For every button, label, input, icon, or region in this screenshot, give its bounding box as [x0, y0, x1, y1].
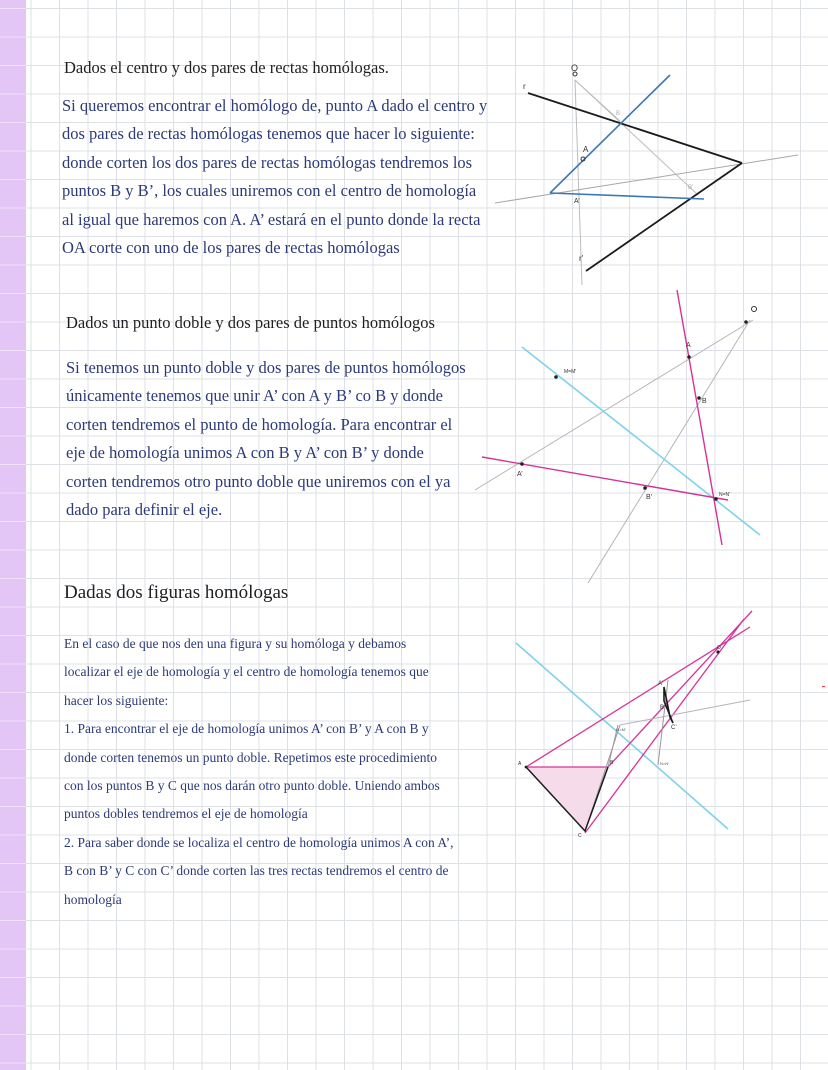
label-a: A	[583, 145, 589, 154]
section3-heading: Dadas dos figuras homólogas	[64, 582, 289, 603]
section3-line: puntos dobles tendremos el eje de homología	[64, 806, 308, 822]
label-a-prime: A’	[517, 471, 523, 478]
label-c: C	[578, 833, 582, 839]
label-m: M=M’	[616, 727, 626, 732]
section3-paragraph	[64, 630, 504, 914]
label-c-prime: C’	[671, 725, 677, 731]
label-center-o: O	[571, 63, 579, 73]
section3-line: homología	[64, 891, 122, 907]
construction-line-3	[620, 700, 750, 725]
figure-two-homologous-figures	[510, 605, 770, 845]
figure-double-point	[470, 285, 770, 590]
line-r	[528, 93, 742, 163]
section3-line: donde corten tenemos un punto doble. Repetimos este procedimiento	[64, 749, 438, 765]
section3-line: 2. Para saber donde se localiza el centro de homología unimos A con A’,	[64, 834, 454, 850]
double-point-m	[554, 375, 558, 379]
point-a-prime-dot	[520, 462, 524, 466]
figure-center-two-lines	[470, 55, 810, 290]
label-b-prime: B’	[646, 494, 653, 501]
label-a-prime: A’	[574, 198, 580, 205]
point-a-dot	[687, 355, 691, 359]
point-a	[525, 766, 528, 769]
section3-line: 1. Para encontrar el eje de homología unimos A’ con B’ y A con B y	[64, 721, 429, 737]
line-r-prime	[586, 163, 742, 271]
ray-c-c-prime	[585, 619, 744, 833]
label-a: A	[518, 761, 522, 767]
label-b: B	[616, 111, 621, 117]
point-b-prime-dot	[643, 486, 647, 490]
label-b-prime: B’	[660, 705, 666, 711]
homology-axis	[522, 347, 760, 535]
triangle-a-prime-b-prime-c-prime	[664, 687, 673, 723]
point-b-dot	[697, 396, 701, 400]
section2-heading: Dados un punto doble y dos pares de puntos homólogos	[66, 313, 435, 332]
label-n: N=N’	[660, 761, 670, 766]
line-a-a-prime-center	[475, 320, 753, 490]
line-b-b-prime-center	[588, 320, 750, 583]
section3-line: con los puntos B y C que nos darán otro punto doble. Uniendo ambos	[64, 778, 440, 794]
section3-line: hacer los siguiente:	[64, 692, 169, 708]
notebook-margin	[0, 0, 26, 1070]
line-ab	[677, 290, 722, 545]
label-b: B	[610, 760, 614, 766]
line-through-b-prime	[495, 155, 798, 203]
label-a: A	[686, 342, 691, 349]
label-m: M=M’	[564, 369, 577, 375]
label-r-prime: r'	[579, 254, 584, 263]
center-dot	[744, 320, 748, 324]
section1-heading: Dados el centro y dos pares de rectas homólogas.	[64, 58, 389, 77]
section3-line: En el caso de que nos den una figura y su homóloga y debamos	[64, 636, 407, 651]
section2-paragraph: Si tenemos un punto doble y dos pares de puntos homólogos únicamente tenemos que unir A’ con A y B’ co B y donde corten tendremos el punto de homología. Para encontrar el eje de homología unimos A con B y A’ con B’ y donde corten tendremos otro punto doble que uniremos con el ya dado para definir el eje.	[66, 358, 466, 520]
section3-line: localizar el eje de homología y el centro de homología tenemos que	[64, 664, 429, 680]
label-b: B	[702, 398, 707, 405]
section3-line: B con B’ y C con C’ donde corten las tres rectas tendremos el centro de	[64, 863, 449, 879]
section1-paragraph: Si queremos encontrar el homólogo de, punto A dado el centro y dos pares de rectas homólogas tenemos que hacer lo siguiente: donde corten los dos pares de rectas homólogas tendremos los puntos B y B’, los cuales uniremos con el centro de homología al igual que haremos con A. A’ estará en el punto donde la recta OA corte con uno de los pares de rectas homólogas	[62, 96, 488, 258]
label-b-prime: B’	[688, 185, 694, 191]
center-point	[752, 307, 757, 312]
label-a-prime: A’	[658, 681, 663, 687]
label-n: N=N’	[719, 492, 731, 498]
line-a-prime-b-prime	[482, 457, 731, 500]
double-point-n	[714, 497, 718, 501]
stray-mark	[822, 686, 825, 687]
label-r: r	[523, 82, 526, 91]
ray-b-b-prime	[608, 611, 752, 767]
label-center-o: O	[717, 645, 721, 651]
